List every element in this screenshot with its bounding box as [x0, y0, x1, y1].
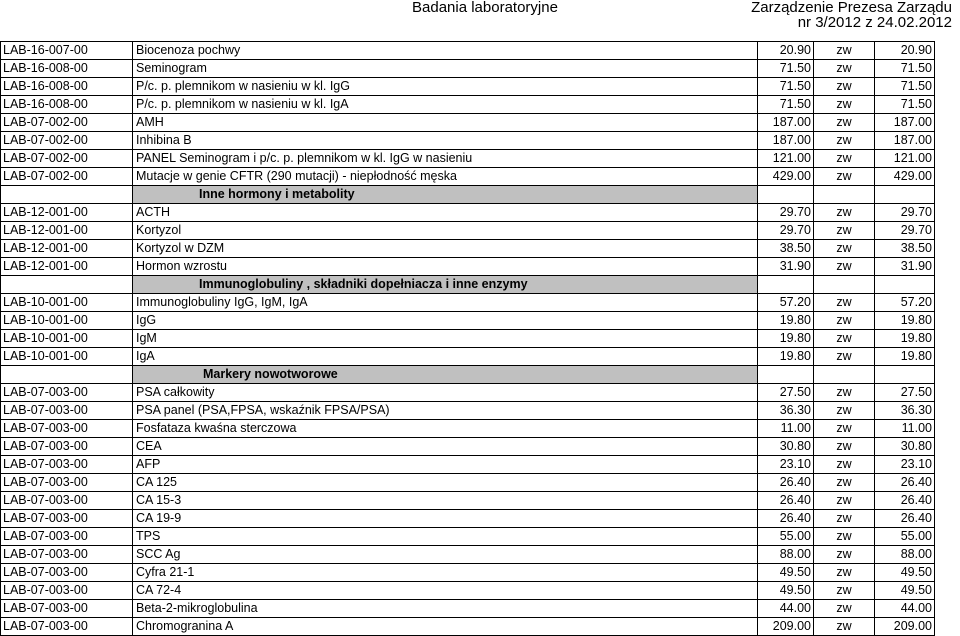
net-price-cell: 19.80 — [758, 312, 814, 330]
table-row — [1, 546, 935, 564]
vat-cell: zw — [814, 618, 875, 636]
gross-price-cell: 19.80 — [875, 348, 935, 366]
table-row — [1, 438, 935, 456]
section-title: Immunoglobuliny , składniki dopełniacza i inne enzymy — [133, 276, 758, 294]
net-price-cell: 71.50 — [758, 78, 814, 96]
vat-cell: zw — [814, 60, 875, 78]
net-price-cell: 29.70 — [758, 222, 814, 240]
test-name-cell: SCC Ag — [133, 546, 758, 564]
gross-price-cell: 31.90 — [875, 258, 935, 276]
table-row — [1, 168, 935, 186]
section-spacer-cell — [875, 276, 935, 294]
test-name-cell: Inhibina B — [133, 132, 758, 150]
vat-cell: zw — [814, 150, 875, 168]
section-spacer-cell — [1, 366, 133, 384]
vat-cell: zw — [814, 474, 875, 492]
test-code-cell: LAB-16-008-00 — [1, 78, 133, 96]
vat-cell: zw — [814, 456, 875, 474]
table-row — [1, 474, 935, 492]
vat-cell: zw — [814, 204, 875, 222]
table-row — [1, 492, 935, 510]
test-name-cell: Hormon wzrostu — [133, 258, 758, 276]
gross-price-cell: 23.10 — [875, 456, 935, 474]
vat-cell: zw — [814, 114, 875, 132]
section-spacer-cell — [758, 186, 814, 204]
gross-price-cell: 30.80 — [875, 438, 935, 456]
test-name-cell: Seminogram — [133, 60, 758, 78]
table-row — [1, 330, 935, 348]
test-code-cell: LAB-12-001-00 — [1, 240, 133, 258]
net-price-cell: 71.50 — [758, 96, 814, 114]
test-name-cell: CEA — [133, 438, 758, 456]
section-title: Inne hormony i metabolity — [133, 186, 758, 204]
net-price-cell: 26.40 — [758, 474, 814, 492]
gross-price-cell: 429.00 — [875, 168, 935, 186]
gross-price-cell: 187.00 — [875, 114, 935, 132]
table-row — [1, 240, 935, 258]
vat-cell: zw — [814, 564, 875, 582]
test-code-cell: LAB-07-003-00 — [1, 402, 133, 420]
table-row — [1, 42, 935, 60]
test-code-cell: LAB-07-003-00 — [1, 528, 133, 546]
test-code-cell: LAB-07-002-00 — [1, 114, 133, 132]
vat-cell: zw — [814, 312, 875, 330]
section-spacer-cell — [875, 366, 935, 384]
test-name-cell: Beta-2-mikroglobulina — [133, 600, 758, 618]
vat-cell: zw — [814, 384, 875, 402]
net-price-cell: 20.90 — [758, 42, 814, 60]
test-code-cell: LAB-07-003-00 — [1, 546, 133, 564]
regulation-line-2: nr 3/2012 z 24.02.2012 — [797, 14, 952, 31]
section-title: Markery nowotworowe — [133, 366, 758, 384]
section-header-row — [1, 366, 935, 384]
gross-price-cell: 88.00 — [875, 546, 935, 564]
test-code-cell: LAB-07-003-00 — [1, 438, 133, 456]
test-code-cell: LAB-16-008-00 — [1, 60, 133, 78]
test-name-cell: CA 19-9 — [133, 510, 758, 528]
vat-cell: zw — [814, 600, 875, 618]
test-name-cell: AMH — [133, 114, 758, 132]
table-row — [1, 258, 935, 276]
section-spacer-cell — [1, 276, 133, 294]
test-name-cell: P/c. p. plemnikom w nasieniu w kl. IgA — [133, 96, 758, 114]
test-code-cell: LAB-10-001-00 — [1, 312, 133, 330]
test-name-cell: PANEL Seminogram i p/c. p. plemnikom w kl. IgG w nasieniu — [133, 150, 758, 168]
gross-price-cell: 71.50 — [875, 78, 935, 96]
test-code-cell: LAB-07-003-00 — [1, 456, 133, 474]
test-name-cell: Kortyzol w DZM — [133, 240, 758, 258]
table-row — [1, 456, 935, 474]
net-price-cell: 209.00 — [758, 618, 814, 636]
test-name-cell: CA 125 — [133, 474, 758, 492]
test-name-cell: P/c. p. plemnikom w nasieniu w kl. IgG — [133, 78, 758, 96]
test-name-cell: CA 72-4 — [133, 582, 758, 600]
vat-cell: zw — [814, 438, 875, 456]
gross-price-cell: 29.70 — [875, 222, 935, 240]
test-code-cell: LAB-07-003-00 — [1, 582, 133, 600]
test-name-cell: PSA całkowity — [133, 384, 758, 402]
table-row — [1, 348, 935, 366]
gross-price-cell: 187.00 — [875, 132, 935, 150]
net-price-cell: 187.00 — [758, 132, 814, 150]
table-row — [1, 618, 935, 636]
gross-price-cell: 209.00 — [875, 618, 935, 636]
section-spacer-cell — [814, 366, 875, 384]
regulation-line-1: Zarządzenie Prezesa Zarządu — [751, 0, 952, 16]
gross-price-cell: 71.50 — [875, 96, 935, 114]
table-row — [1, 600, 935, 618]
table-row — [1, 204, 935, 222]
net-price-cell: 187.00 — [758, 114, 814, 132]
gross-price-cell: 19.80 — [875, 330, 935, 348]
net-price-cell: 31.90 — [758, 258, 814, 276]
vat-cell: zw — [814, 420, 875, 438]
section-spacer-cell — [1, 186, 133, 204]
section-spacer-cell — [758, 276, 814, 294]
test-code-cell: LAB-10-001-00 — [1, 294, 133, 312]
vat-cell: zw — [814, 78, 875, 96]
test-code-cell: LAB-07-003-00 — [1, 492, 133, 510]
test-name-cell: Mutacje w genie CFTR (290 mutacji) - niepłodność męska — [133, 168, 758, 186]
gross-price-cell: 71.50 — [875, 60, 935, 78]
net-price-cell: 57.20 — [758, 294, 814, 312]
gross-price-cell: 20.90 — [875, 42, 935, 60]
table-row — [1, 402, 935, 420]
net-price-cell: 121.00 — [758, 150, 814, 168]
test-code-cell: LAB-07-002-00 — [1, 150, 133, 168]
test-code-cell: LAB-07-003-00 — [1, 510, 133, 528]
vat-cell: zw — [814, 132, 875, 150]
price-table-body — [1, 42, 935, 636]
section-spacer-cell — [758, 366, 814, 384]
section-header-row — [1, 186, 935, 204]
test-name-cell: Fosfataza kwaśna sterczowa — [133, 420, 758, 438]
table-row — [1, 150, 935, 168]
test-name-cell: Kortyzol — [133, 222, 758, 240]
vat-cell: zw — [814, 330, 875, 348]
vat-cell: zw — [814, 294, 875, 312]
gross-price-cell: 26.40 — [875, 492, 935, 510]
test-name-cell: AFP — [133, 456, 758, 474]
net-price-cell: 26.40 — [758, 510, 814, 528]
gross-price-cell: 29.70 — [875, 204, 935, 222]
vat-cell: zw — [814, 546, 875, 564]
table-row — [1, 420, 935, 438]
net-price-cell: 36.30 — [758, 402, 814, 420]
gross-price-cell: 38.50 — [875, 240, 935, 258]
vat-cell: zw — [814, 492, 875, 510]
price-table — [0, 41, 935, 636]
table-row — [1, 384, 935, 402]
test-code-cell: LAB-12-001-00 — [1, 204, 133, 222]
net-price-cell: 429.00 — [758, 168, 814, 186]
test-code-cell: LAB-07-003-00 — [1, 420, 133, 438]
test-name-cell: IgG — [133, 312, 758, 330]
test-name-cell: TPS — [133, 528, 758, 546]
test-code-cell: LAB-07-003-00 — [1, 564, 133, 582]
vat-cell: zw — [814, 258, 875, 276]
gross-price-cell: 11.00 — [875, 420, 935, 438]
test-code-cell: LAB-12-001-00 — [1, 258, 133, 276]
net-price-cell: 26.40 — [758, 492, 814, 510]
table-row — [1, 78, 935, 96]
net-price-cell: 71.50 — [758, 60, 814, 78]
net-price-cell: 19.80 — [758, 348, 814, 366]
vat-cell: zw — [814, 402, 875, 420]
table-row — [1, 60, 935, 78]
gross-price-cell: 49.50 — [875, 582, 935, 600]
net-price-cell: 55.00 — [758, 528, 814, 546]
section-spacer-cell — [814, 186, 875, 204]
table-row — [1, 222, 935, 240]
vat-cell: zw — [814, 582, 875, 600]
test-name-cell: Immunoglobuliny IgG, IgM, IgA — [133, 294, 758, 312]
test-name-cell: IgA — [133, 348, 758, 366]
vat-cell: zw — [814, 222, 875, 240]
test-code-cell: LAB-07-002-00 — [1, 168, 133, 186]
table-row — [1, 582, 935, 600]
test-code-cell: LAB-07-003-00 — [1, 384, 133, 402]
test-name-cell: PSA panel (PSA,FPSA, wskaźnik FPSA/PSA) — [133, 402, 758, 420]
table-row — [1, 96, 935, 114]
gross-price-cell: 26.40 — [875, 474, 935, 492]
test-code-cell: LAB-12-001-00 — [1, 222, 133, 240]
test-code-cell: LAB-07-002-00 — [1, 132, 133, 150]
section-header-row — [1, 276, 935, 294]
document-title: Badania laboratoryjne — [412, 0, 558, 16]
net-price-cell: 30.80 — [758, 438, 814, 456]
test-name-cell: ACTH — [133, 204, 758, 222]
table-row — [1, 312, 935, 330]
net-price-cell: 49.50 — [758, 582, 814, 600]
vat-cell: zw — [814, 168, 875, 186]
net-price-cell: 19.80 — [758, 330, 814, 348]
test-name-cell: IgM — [133, 330, 758, 348]
table-row — [1, 294, 935, 312]
test-code-cell: LAB-16-007-00 — [1, 42, 133, 60]
net-price-cell: 49.50 — [758, 564, 814, 582]
vat-cell: zw — [814, 42, 875, 60]
table-row — [1, 564, 935, 582]
table-row — [1, 528, 935, 546]
gross-price-cell: 26.40 — [875, 510, 935, 528]
gross-price-cell: 55.00 — [875, 528, 935, 546]
section-spacer-cell — [814, 276, 875, 294]
test-code-cell: LAB-10-001-00 — [1, 330, 133, 348]
vat-cell: zw — [814, 510, 875, 528]
table-row — [1, 510, 935, 528]
test-code-cell: LAB-07-003-00 — [1, 474, 133, 492]
gross-price-cell: 44.00 — [875, 600, 935, 618]
net-price-cell: 44.00 — [758, 600, 814, 618]
section-spacer-cell — [875, 186, 935, 204]
gross-price-cell: 19.80 — [875, 312, 935, 330]
test-name-cell: Cyfra 21-1 — [133, 564, 758, 582]
vat-cell: zw — [814, 240, 875, 258]
gross-price-cell: 49.50 — [875, 564, 935, 582]
test-code-cell: LAB-07-003-00 — [1, 618, 133, 636]
gross-price-cell: 121.00 — [875, 150, 935, 168]
test-code-cell: LAB-10-001-00 — [1, 348, 133, 366]
test-name-cell: CA 15-3 — [133, 492, 758, 510]
test-code-cell: LAB-07-003-00 — [1, 600, 133, 618]
test-name-cell: Biocenoza pochwy — [133, 42, 758, 60]
vat-cell: zw — [814, 528, 875, 546]
test-name-cell: Chromogranina A — [133, 618, 758, 636]
net-price-cell: 88.00 — [758, 546, 814, 564]
gross-price-cell: 36.30 — [875, 402, 935, 420]
test-code-cell: LAB-16-008-00 — [1, 96, 133, 114]
gross-price-cell: 27.50 — [875, 384, 935, 402]
vat-cell: zw — [814, 348, 875, 366]
net-price-cell: 38.50 — [758, 240, 814, 258]
gross-price-cell: 57.20 — [875, 294, 935, 312]
net-price-cell: 29.70 — [758, 204, 814, 222]
table-row — [1, 114, 935, 132]
net-price-cell: 11.00 — [758, 420, 814, 438]
net-price-cell: 27.50 — [758, 384, 814, 402]
table-row — [1, 132, 935, 150]
net-price-cell: 23.10 — [758, 456, 814, 474]
vat-cell: zw — [814, 96, 875, 114]
